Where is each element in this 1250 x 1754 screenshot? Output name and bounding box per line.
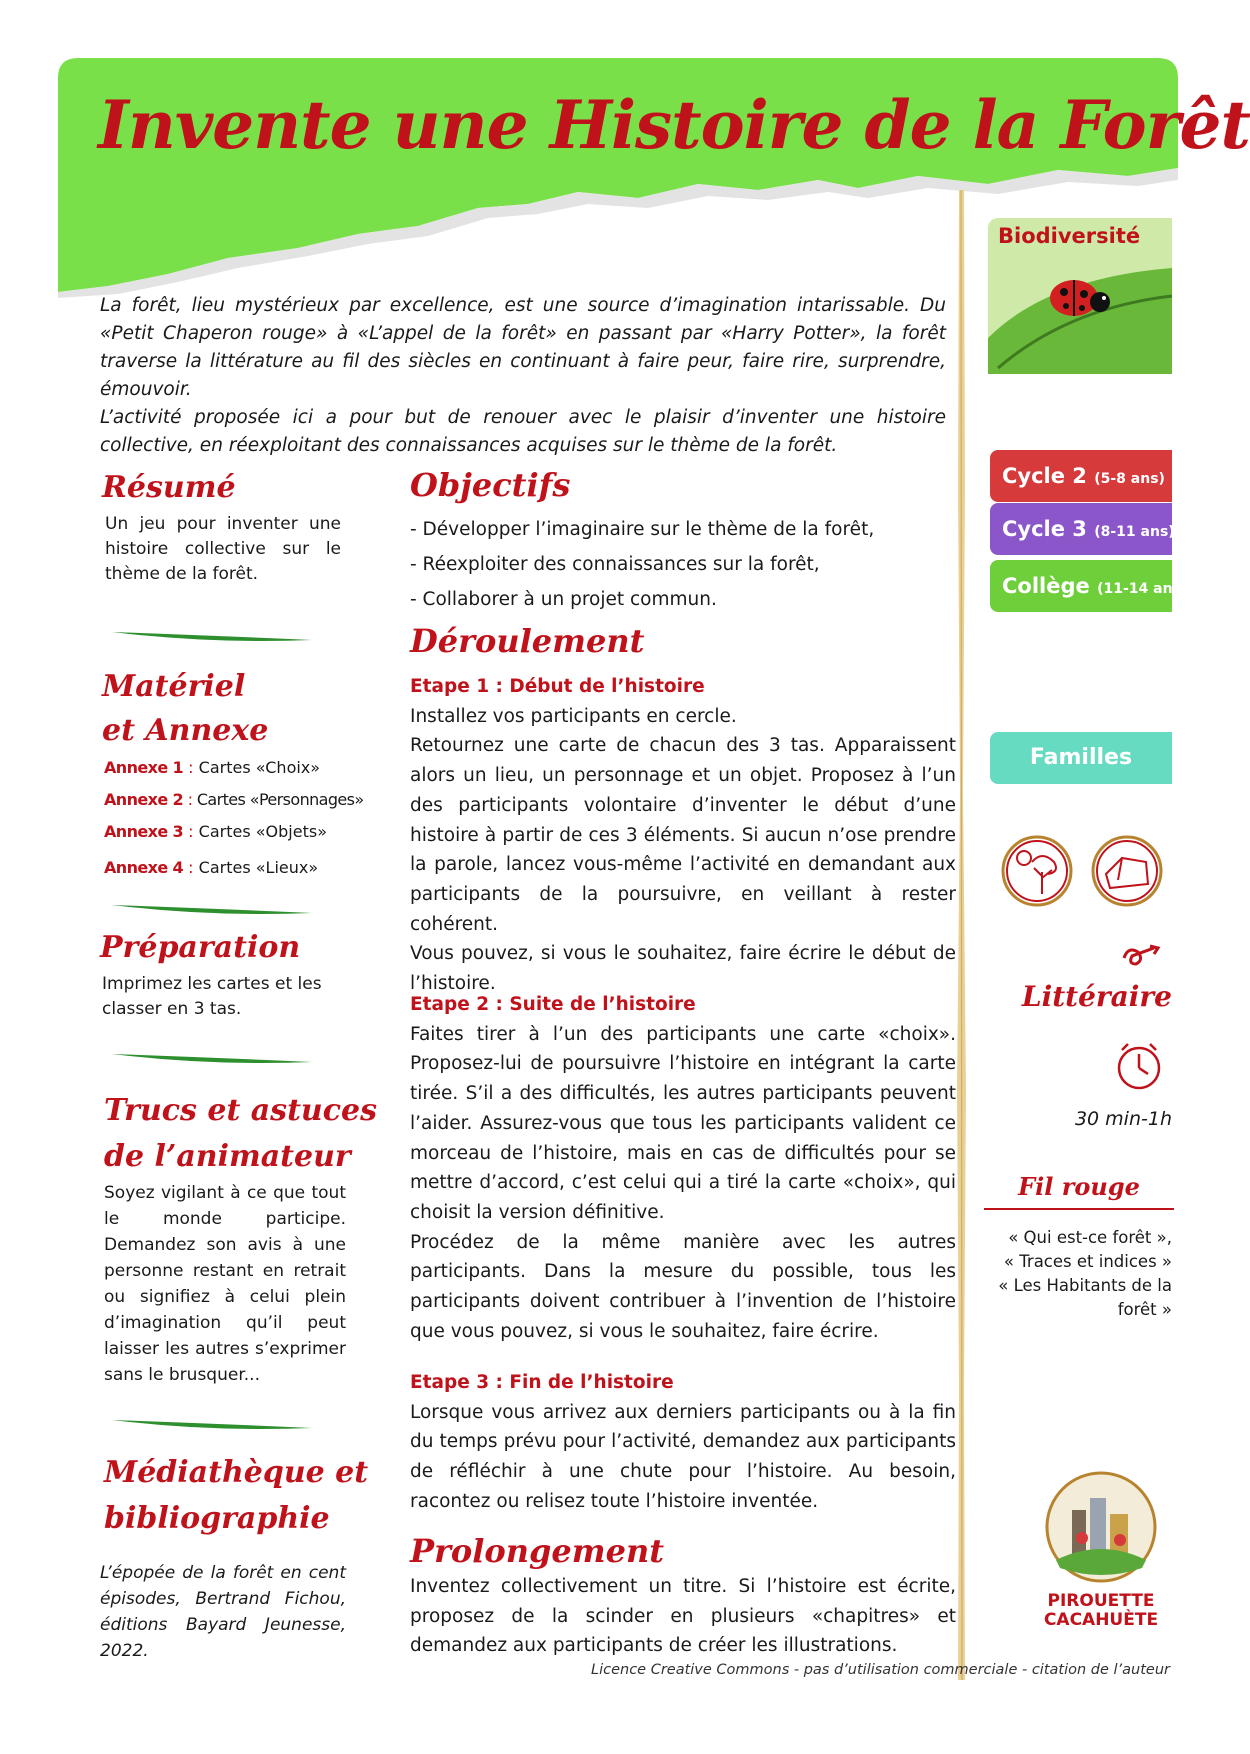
etape-1-p2: Retournez une carte de chacun des 3 tas. Apparaissent alors un lieu, un personnage et un objet. Proposez à l’un des participants volontaire d’inventer le début d’une histoire à partir de ces 3 éléments. Si aucun n’ose prendre la parole, lancez vous-même l’activité en demandant aux participants de la poursuivre, en veillant à rester cohérent. (410, 735, 956, 935)
cycle-badge: Cycle 2 (5-8 ans) (990, 450, 1172, 502)
objectif-item: - Réexploiter des connaissances sur la forêt, (410, 554, 820, 575)
intro (100, 292, 946, 460)
mediatheque-heading-line1: Médiathèque et (104, 1455, 369, 1490)
nature-icon (998, 832, 1076, 910)
prolongement-text: Inventez collectivement un titre. Si l’histoire est écrite, proposez de la scinder en plusieurs «chapitres» et demandez aux participants de créer les illustrations. (410, 1576, 956, 1657)
preparation-text: Imprimez les cartes et les classer en 3 tas. (102, 974, 322, 1019)
cycle-badge: Cycle 3 (8-11 ans) (990, 503, 1172, 555)
objectifs-list (410, 512, 950, 617)
etape-2-title: Etape 2 : Suite de l’histoire (410, 994, 696, 1015)
pirouette-logo (1036, 1468, 1166, 1638)
etape-2-p1: Faites tirer à l’un des participants une carte «choix». Proposez-lui de poursuivre l’histoire en intégrant la carte tirée. S’il a des difficultés, les autres participants peuvent l’aider. Assurez-vous que tous les participants valident ce morceau de l’histoire, mais en cas de difficultés pour se mettre d’accord, c’est celui qui a tiré la carte «choix», qui choisit la version définitive. (410, 1023, 956, 1223)
trucs-heading-line2: de l’animateur (104, 1139, 351, 1174)
leaf-separator (112, 903, 312, 917)
etape-3-p1: Lorsque vous arrivez aux derniers participants ou à la fin du temps prévu pour l’activité, demandez aux participants de réfléchir à une chute pour l’histoire. Au besoin, racontez ou relisez toute l’histoire inventée. (410, 1401, 956, 1512)
annex-list (104, 757, 364, 889)
house-icon (1088, 832, 1166, 910)
intro-paragraph-1: La forêt, lieu mystérieux par excellence, est une source d’imagination intarissable. Du «Petit Chaperon rouge» à «L’appel de la forêt» en passant par «Harry Potter», la forêt traverse la littérature au fil des siècles en continuant à faire peur, faire rire, surprendre, émouvoir. (100, 295, 946, 400)
annex-item[interactable]: Annexe 3 : Cartes «Objets» (104, 822, 327, 841)
objectifs-heading: Objectifs (410, 466, 571, 504)
preparation-heading: Préparation (100, 930, 301, 965)
theme-label: Biodiversité (998, 224, 1141, 248)
etape-2 (410, 990, 956, 1346)
leaf-separator (112, 1052, 312, 1066)
materiel-heading-line1: Matériel (102, 669, 246, 704)
fil-rouge-item[interactable]: « Traces et indices » (1003, 1252, 1172, 1271)
intro-paragraph-2: L’activité proposée ici a pour but de renouer avec le plaisir d’inventer une histoire collective, en réexploitant des connaissances acquises sur le thème de la forêt. (100, 407, 946, 456)
etape-1-p1: Installez vos participants en cercle. (410, 705, 737, 727)
fil-rouge-list (986, 1226, 1172, 1322)
prolongement-heading: Prolongement (410, 1532, 665, 1570)
etape-3 (410, 1368, 956, 1517)
theme-card (988, 218, 1172, 374)
mediatheque-text: L’épopée de la forêt en cent épisodes, Bertrand Fichou, éditions Bayard Jeunesse, 2022. (100, 1563, 346, 1661)
clock-icon (1112, 1036, 1166, 1096)
annex-item[interactable]: Annexe 1 : Cartes «Choix» (104, 758, 321, 777)
mediatheque-heading-line2: bibliographie (104, 1501, 330, 1536)
logo-emblem (1042, 1468, 1160, 1586)
annex-item[interactable]: Annexe 4 : Cartes «Lieux» (104, 858, 319, 877)
cycle-badge: Collège (11-14 ans) (990, 560, 1172, 612)
page-title: Invente une Histoire de la Forêt (98, 86, 1250, 164)
trucs-heading (104, 1088, 377, 1180)
objectif-item: - Collaborer à un projet commun. (410, 589, 717, 610)
materiel-heading (102, 665, 268, 753)
leaf-separator (112, 630, 312, 644)
etape-1 (410, 672, 956, 999)
objectif-item: - Développer l’imaginaire sur le thème de la forêt, (410, 519, 875, 540)
etape-1-p3: Vous pouvez, si vous le souhaitez, faire écrire le début de l’histoire. (410, 943, 956, 995)
etape-2-p2: Procédez de la même manière avec les autres participants. Dans la mesure du possible, tous les participants doivent contribuer à l’invention de l’histoire que vous pouvez, si vous le souhaitez, faire écrire. (410, 1231, 956, 1342)
logo-text: PIROUETTE CACAHUÈTE (1043, 1591, 1159, 1630)
leaf-separator (112, 1418, 312, 1432)
annex-item[interactable]: Annexe 2 : Cartes «Personnages» (104, 790, 364, 809)
fil-rouge-item[interactable]: « Qui est-ce forêt », (1008, 1228, 1172, 1247)
trucs-text: Soyez vigilant à ce que tout le monde participe. Demandez son avis à une personne restant en retrait ou signifiez à celui plein d’imagination qu’il peut laisser les autres s’exprimer sans le brusquer... (104, 1183, 346, 1385)
resume-heading: Résumé (102, 470, 236, 505)
materiel-heading-line2: et Annexe (102, 713, 269, 748)
etape-3-title: Etape 3 : Fin de l’histoire (410, 1372, 674, 1393)
ladybug-icon (1044, 266, 1116, 326)
fil-rouge-item[interactable]: « Les Habitants de la forêt » (998, 1276, 1172, 1319)
etape-1-title: Etape 1 : Début de l’histoire (410, 676, 705, 697)
resume-text: Un jeu pour inventer une histoire collective sur le thème de la forêt. (105, 514, 341, 584)
fil-rouge-heading: Fil rouge (1018, 1172, 1140, 1201)
arrow-icon (1120, 942, 1166, 970)
duration-label: 30 min-1h (1074, 1108, 1172, 1130)
license-footer: Licence Creative Commons - pas d’utilisation commerciale - citation de l’auteur (591, 1662, 1170, 1678)
trucs-heading-line1: Trucs et astuces (104, 1093, 377, 1128)
familles-badge: Familles (990, 732, 1172, 784)
mediatheque-heading (104, 1450, 368, 1542)
category-label: Littéraire (1021, 980, 1172, 1013)
deroulement-heading: Déroulement (410, 622, 645, 660)
